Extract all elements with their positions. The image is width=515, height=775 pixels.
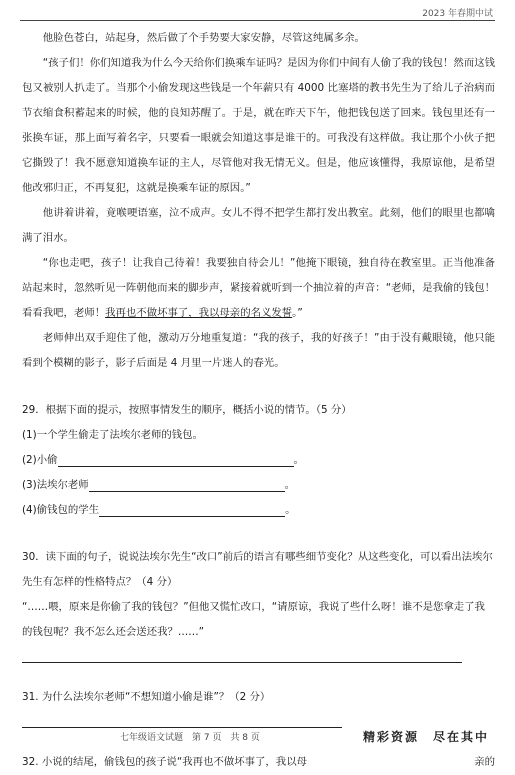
question-29-item-2-end: 。 [293,454,304,466]
answer-blank-3[interactable] [89,477,285,492]
question-29-item-2 [22,448,495,473]
question-29-item-2-label: (2)小偷 [22,454,58,466]
page-header [20,4,495,21]
page-footer [0,728,515,744]
question-30-quote: “……喂，原来是你偷了我的钱包？”但他又慌忙改口，“请原谅，我说了些什么呀！谁不是您拿走了我的钱包呢？我不怎么还会送还我？……” [22,601,485,638]
story-paragraph-4-end: 。” [292,307,303,319]
page-number: 七年级语文试题 第 7 页 共 8 页 [120,733,260,743]
story-paragraph-4 [22,251,495,326]
question-32-row [22,750,495,775]
story-paragraph-4-start: “你也走吧，孩子！让我自己待着！我要独自待会儿！”他掩下眼镜，独自待在教室里。正当他准备站起来时，忽然听见一阵朝他而来的脚步声，紧接着就听到一个抽泣着的声音：“老师，是我偷的钱包！看看我吧，老师！ [22,257,495,319]
question-32-prompt: 32. 小说的结尾，偷钱包的孩子说“我再也不做坏事了，我以母 [22,756,307,768]
page-content [22,26,495,775]
question-30-prompt: 30．读下面的句子，说说法埃尔先生“改口”前后的语言有哪些细节变化？从这些变化，可以看出法埃尔先生有怎样的性格特点？（4 分） [22,551,493,588]
exam-title: 2023 年春期中试 [422,9,493,19]
watermark-stamp: 精彩资源 尽在其中 [362,730,489,744]
question-29-prompt: 29．根据下面的提示，按照事情发生的顺序，概括小说的情节。（5 分） [22,404,352,416]
question-29-item-3 [22,473,495,498]
answer-blank-4[interactable] [99,502,285,517]
question-31-prompt: 31. 为什么法埃尔老师“不想知道小偷是谁”？（2 分） [22,691,271,703]
question-29-item-3-label: (3)法埃尔老师 [22,479,89,491]
underlined-sentence: 我再也不做坏事了，我以母亲的名义发誓 [105,307,293,319]
question-29-item-3-end: 。 [284,479,296,491]
question-32-tail: 亲的 [474,756,495,768]
story-paragraph-3: 他讲着讲着，竟喉哽语塞，泣不成声。女儿不得不把学生都打发出教室。此刻，他们的眼里也都噙满了泪水。 [22,207,495,244]
question-29-item-1: (1)一个学生偷走了法埃尔老师的钱包。 [22,429,203,441]
story-paragraph-5: 老师伸出双手迎住了他，激动万分地重复道：“我的孩子，我的好孩子！”由于没有戴眼镜，他只能看到个模糊的影子，影子后面是 4 月里一片迷人的春光。 [22,332,495,369]
story-paragraph-1: 他脸色苍白，站起身，然后做了个手势要大家安静，尽管这纯属多余。 [42,32,365,44]
question-29-item-4-label: (4)偷钱包的学生 [22,504,100,516]
question-29-item-4-end: 。 [285,504,296,516]
story-paragraph-2: “孩子们！你们知道我为什么今天给你们换乘车证吗？是因为你们中间有人偷了我的钱包！然而这钱包又被别人扒走了。当那个小偷发现这些钱是一个年薪只有 4000 比塞塔的教书先生为了给儿子治病而节衣缩食积蓄起来的时候，他的良知苏醒了。于是，就在昨天下午，他把钱包送了回来。钱包里还有一张换车证，那上面写着名字，只要看一眼就会知道这事是谁干的。可我没有这样做。我让那个小伙子把它撕毁了！我不愿意知道换车证的主人，尽管他对我无情无义。但是，他应该懂得，我原谅他，是希望他改邪归正，不再复犯，这就是换乘车证的原因。” [22,57,495,194]
question-29-item-4 [22,498,495,523]
answer-blank-2[interactable] [58,452,294,467]
